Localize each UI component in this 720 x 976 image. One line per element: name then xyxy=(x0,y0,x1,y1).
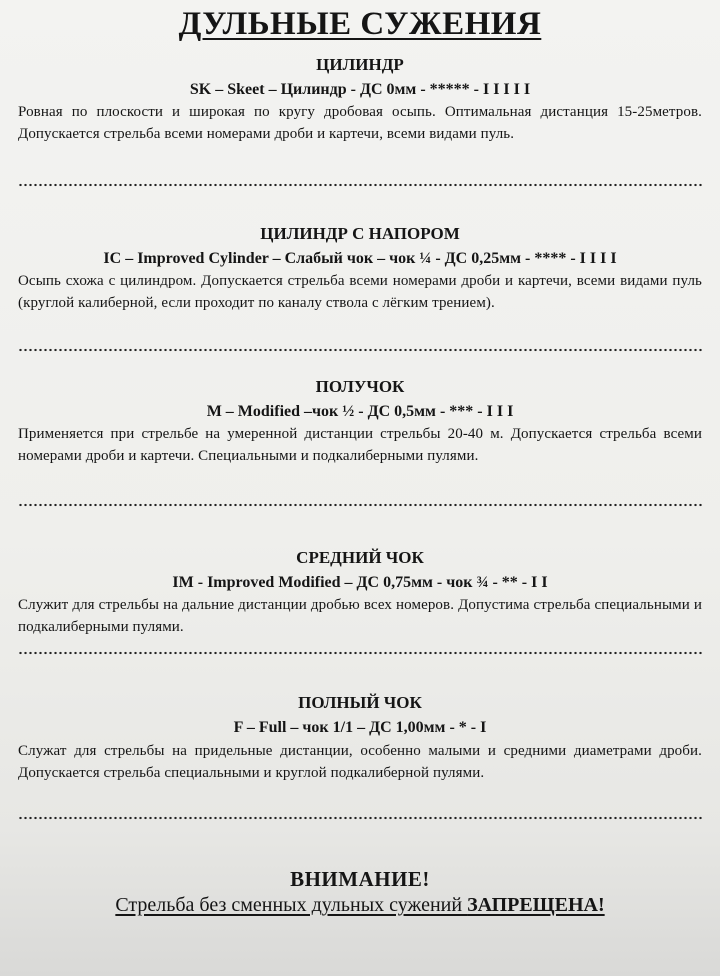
section-cylinder xyxy=(18,55,702,145)
section-subheading: F – Full – чок 1/1 – ДС 1,00мм - * - I xyxy=(233,719,487,736)
section-subheading: IC – Improved Cylinder – Слабый чок – чок ¼ - ДС 0,25мм - **** - I I I I xyxy=(103,250,617,267)
warning-emphasis: ЗАПРЕЩЕНА! xyxy=(467,894,605,916)
dotted-divider xyxy=(18,183,702,187)
section-improved-cylinder xyxy=(18,224,702,314)
warning-text xyxy=(0,894,720,917)
section-full xyxy=(18,693,702,784)
section-body: Осыпь схожа с цилиндром. Допускается стрельба всеми номерами дроби и картечи, всеми видами пуль (круглой калиберной, если проходит по каналу ствола с лёгким трением). xyxy=(18,273,702,311)
section-subheading: SK – Skeet – Цилиндр - ДС 0мм - ***** - I I I I I xyxy=(189,81,531,98)
warning-text-main: Стрельба без сменных дульных сужений xyxy=(115,894,468,916)
section-subheading: M – Modified –чок ½ - ДС 0,5мм - *** - I I I xyxy=(206,403,514,420)
dotted-divider xyxy=(18,651,702,655)
section-body: Применяется при стрельбе на умеренной дистанции стрельбы 20-40 м. Допускается стрельба всеми номерами дроби и картечи. Специальными и подкалиберными пулями. xyxy=(18,426,702,464)
section-subheading: IM - Improved Modified – ДС 0,75мм - чок ¾ - ** - I I xyxy=(172,574,548,591)
dotted-divider xyxy=(18,816,702,820)
section-improved-modified xyxy=(18,548,702,638)
section-heading: ПОЛУЧОК xyxy=(315,377,405,396)
section-body: Ровная по плоскости и широкая по кругу дробовая осыпь. Оптимальная дистанция 15-25метров. Допускается стрельба всеми номерами дроби и картечи, всеми видами пуль. xyxy=(18,104,702,142)
section-modified xyxy=(18,377,702,467)
section-body: Служит для стрельбы на дальние дистанции дробью всех номеров. Допустима стрельба специальными и подкалиберными пулями. xyxy=(18,597,702,635)
dotted-divider xyxy=(18,503,702,507)
section-body: Служат для стрельбы на придельные дистанции, особенно малыми и средними диаметрами дроби. Допускается стрельба специальными и круглой подкалиберной пулями. xyxy=(18,743,702,781)
warning-heading: ВНИМАНИЕ! xyxy=(290,867,430,891)
section-heading: ЦИЛИНДР xyxy=(316,55,404,74)
section-heading: ЦИЛИНДР С НАПОРОМ xyxy=(260,224,460,243)
section-heading: СРЕДНИЙ ЧОК xyxy=(296,548,424,567)
document-title: ДУЛЬНЫЕ СУЖЕНИЯ xyxy=(178,6,542,42)
section-heading: ПОЛНЫЙ ЧОК xyxy=(298,693,422,712)
dotted-divider xyxy=(18,348,702,352)
